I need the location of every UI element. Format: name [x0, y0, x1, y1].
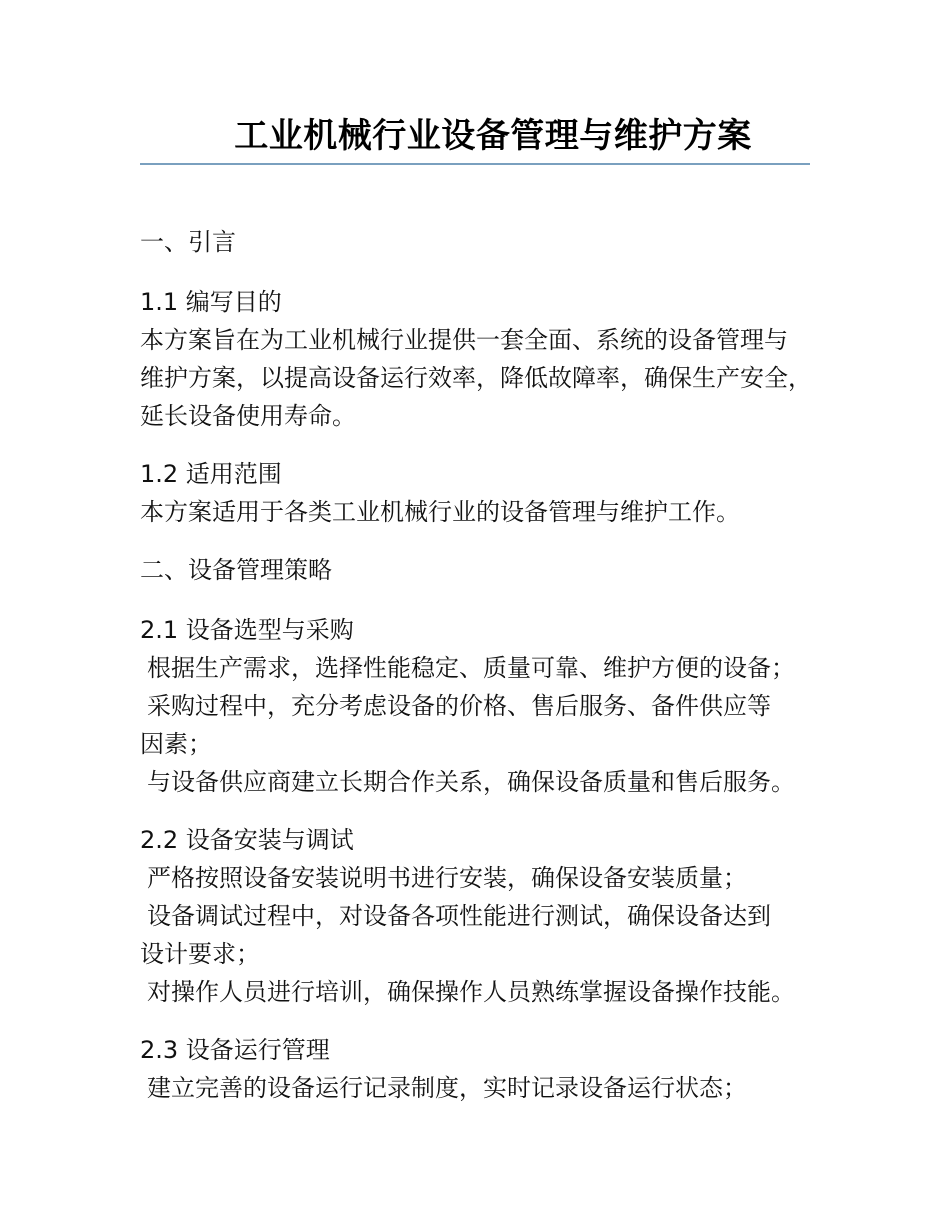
list-item: 建立完善的设备运行记录制度，实时记录设备运行状态；: [147, 1074, 747, 1102]
subsection-heading-operation: 2.3 设备运行管理: [140, 1036, 330, 1064]
subsection-heading-purpose: 1.1 编写目的: [140, 288, 282, 316]
document-page: [140, 112, 812, 1107]
list-item-continuation: 设计要求；: [140, 940, 260, 968]
title-underline: [140, 163, 810, 165]
list-item: 根据生产需求，选择性能稳定、质量可靠、维护方便的设备；: [147, 654, 795, 682]
section-heading-management-strategy: 二、设备管理策略: [140, 556, 332, 584]
subsection-heading-installation: 2.2 设备安装与调试: [140, 826, 354, 854]
paragraph-line: 本方案旨在为工业机械行业提供一套全面、系统的设备管理与: [140, 326, 788, 354]
subsection-heading-selection: 2.1 设备选型与采购: [140, 616, 354, 644]
subsection-heading-scope: 1.2 适用范围: [140, 460, 282, 488]
list-item: 与设备供应商建立长期合作关系，确保设备质量和售后服务。: [147, 768, 795, 796]
list-item-continuation: 因素；: [140, 730, 212, 758]
list-item: 采购过程中，充分考虑设备的价格、售后服务、备件供应等: [147, 692, 771, 720]
list-item: 严格按照设备安装说明书进行安装，确保设备安装质量；: [147, 864, 747, 892]
section-heading-introduction: 一、引言: [140, 228, 236, 256]
list-item: 对操作人员进行培训，确保操作人员熟练掌握设备操作技能。: [147, 978, 795, 1006]
paragraph-line: 本方案适用于各类工业机械行业的设备管理与维护工作。: [140, 498, 740, 526]
paragraph-line: 维护方案，以提高设备运行效率，降低故障率，确保生产安全，: [140, 364, 812, 392]
paragraph-line: 延长设备使用寿命。: [140, 402, 356, 430]
list-item: 设备调试过程中，对设备各项性能进行测试，确保设备达到: [147, 902, 771, 930]
document-title: 工业机械行业设备管理与维护方案: [234, 116, 752, 156]
